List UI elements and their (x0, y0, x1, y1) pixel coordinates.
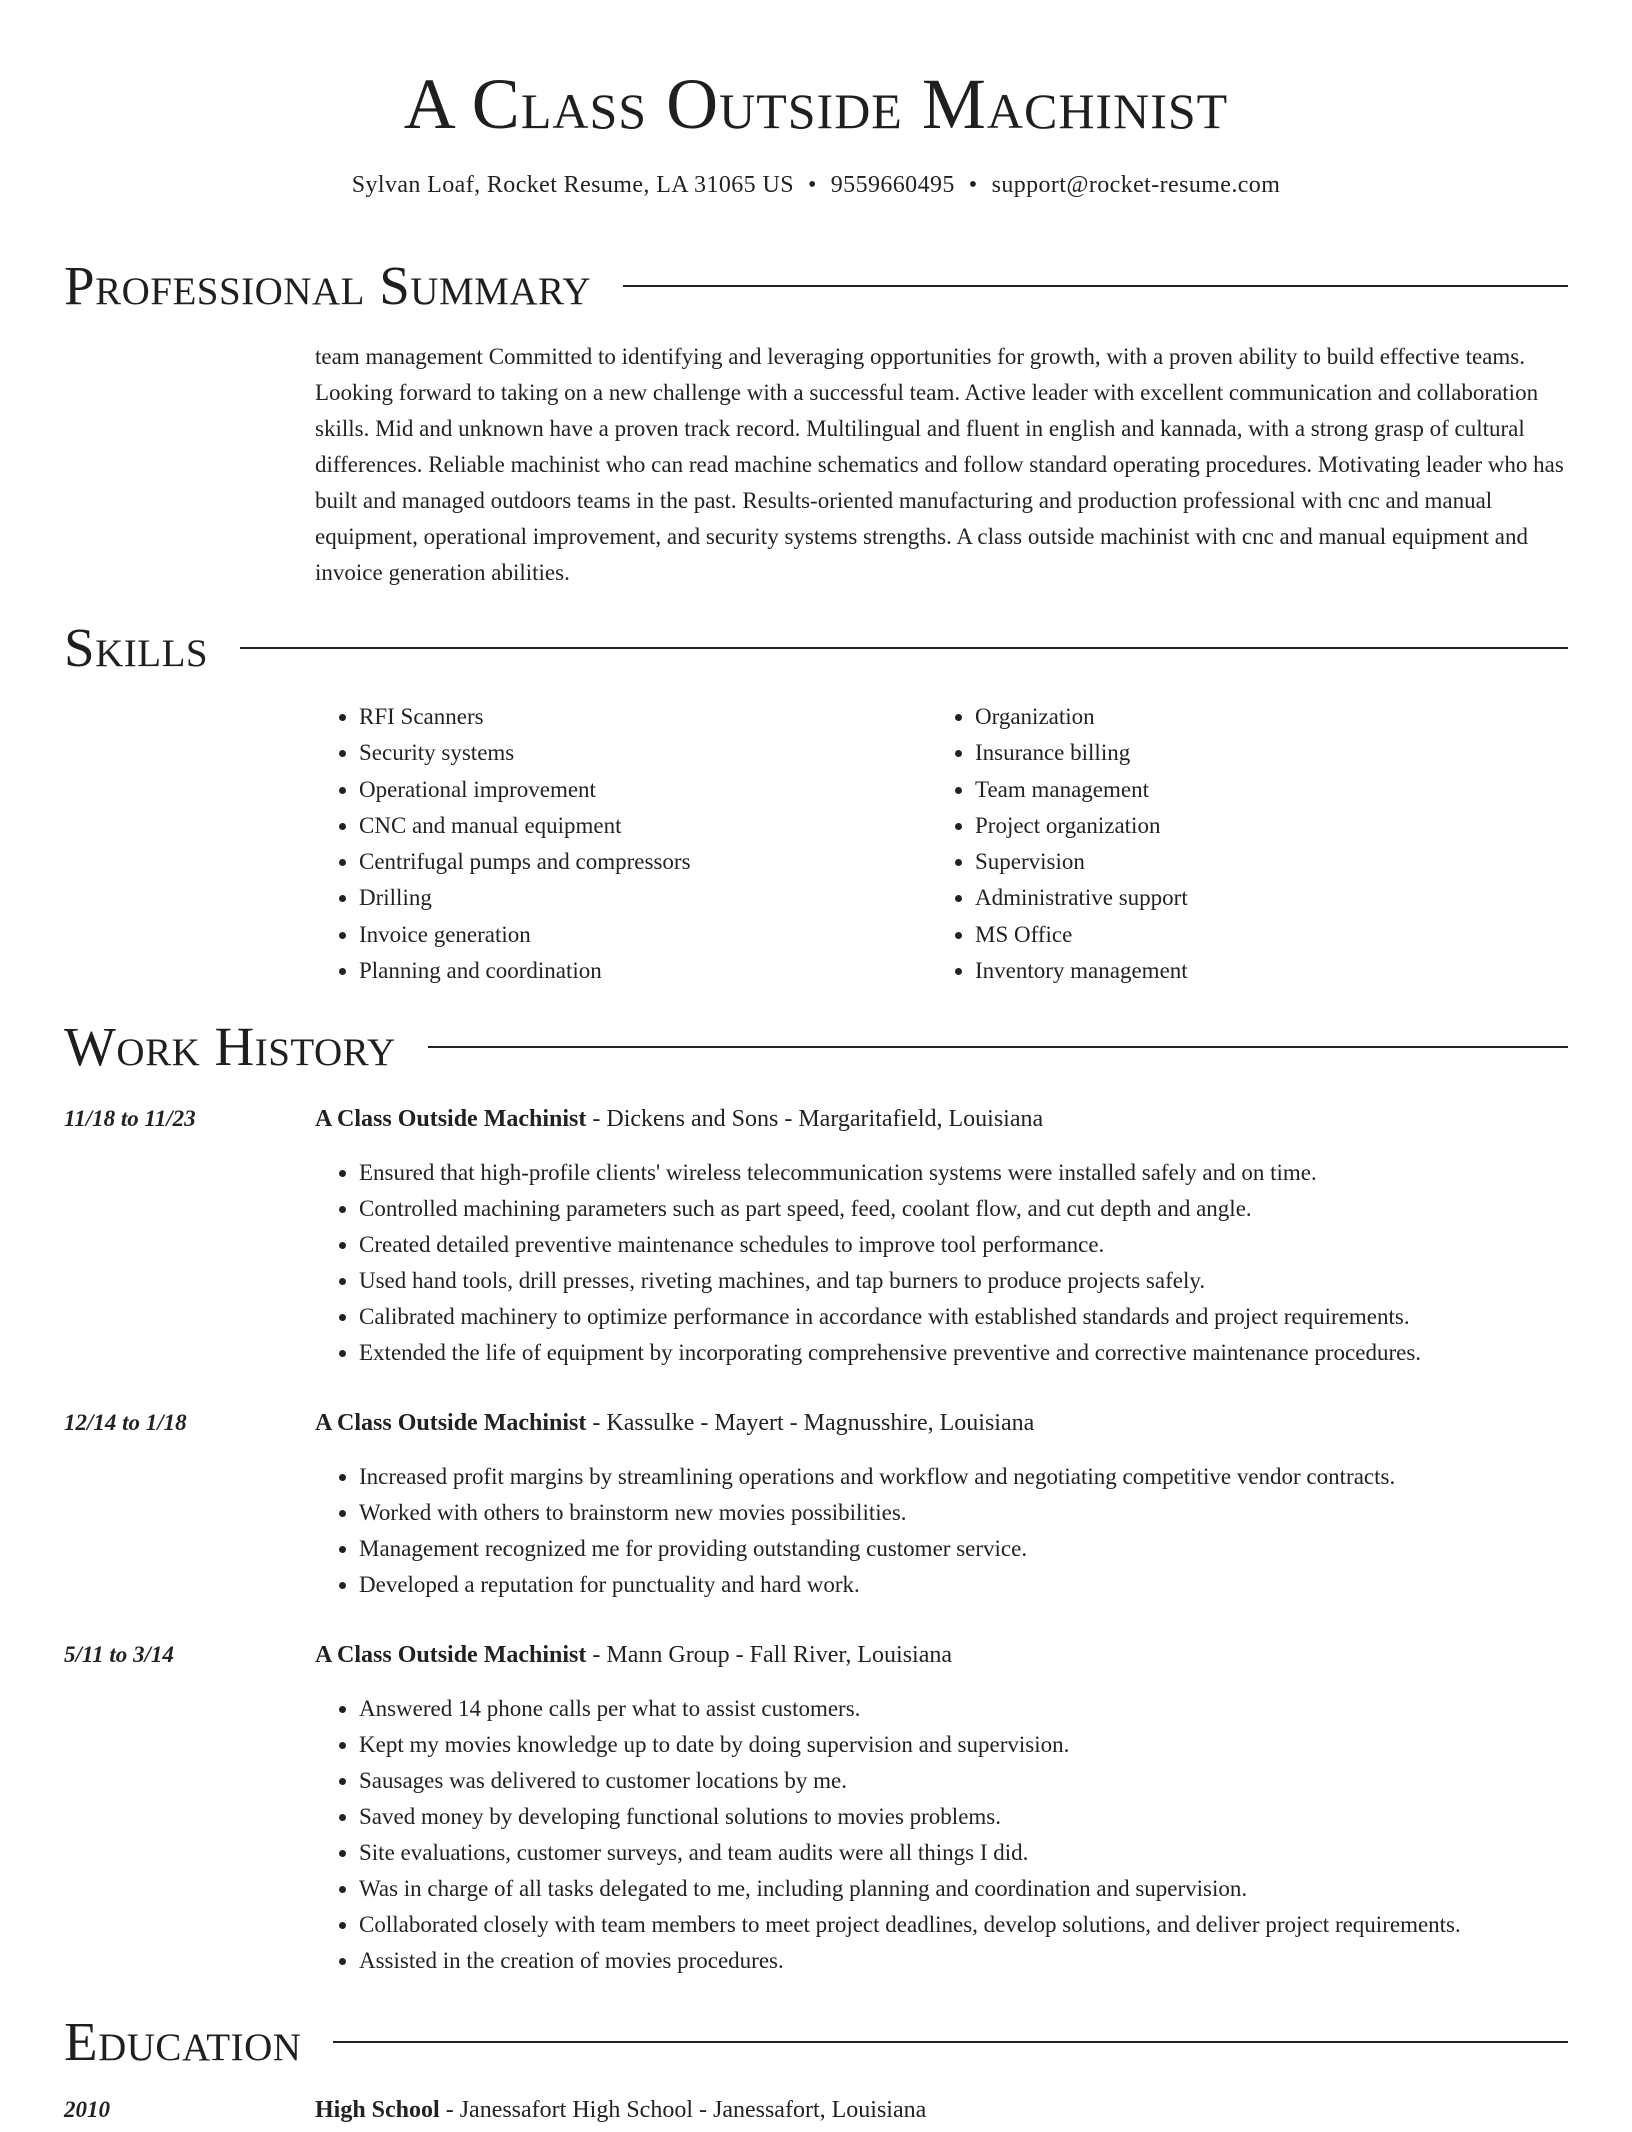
contact-phone: 9559660495 (830, 172, 955, 198)
job-bullets (315, 1155, 1568, 1371)
contact-email: support@rocket-resume.com (991, 172, 1281, 198)
job-title-line (315, 1405, 1034, 1441)
skill-item: • Organization (975, 699, 1547, 735)
skill-item: • Security systems (359, 735, 931, 771)
skill-item: • Project organization (975, 808, 1547, 844)
skill-item: • Invoice generation (359, 917, 931, 953)
education-year: 2010 (64, 2097, 110, 2122)
education-degree: High School (315, 2097, 440, 2123)
skill-item: • Supervision (975, 844, 1547, 880)
section-divider (240, 647, 1568, 649)
job-bullets (315, 1691, 1568, 1979)
job-bullet: • Worked with others to brainstorm new movies possibilities. (359, 1495, 1568, 1531)
summary-text: team management Committed to identifying and leveraging opportunities for growth, with a proven ability to build effective teams. Looking forward to taking on a new challenge with a successful team. Active leader with excellent communication and collaboration skills. Mid and unknown have a proven track record. Multilingual and fluent in english and kannada, with a strong grasp of cultural differences. Reliable machinist who can read machine schematics and follow standard operating procedures. Motivating leader who has built and managed outdoors teams in the past. Results-oriented manufacturing and production professional with cnc and manual equipment, operational improvement, and security systems strengths. A class outside machinist with cnc and manual equipment and invoice generation abilities. (315, 344, 1564, 585)
job-employer: - Mann Group - Fall River, Louisiana (586, 1642, 953, 1668)
job-role: A Class Outside Machinist (315, 1106, 587, 1132)
contact-separator: • (807, 172, 817, 198)
skill-item: • Inventory management (975, 953, 1547, 989)
job-dates: 12/14 to 1/18 (64, 1410, 187, 1435)
skill-item: • Drilling (359, 880, 931, 916)
job-employer: - Kassulke - Mayert - Magnusshire, Louisiana (586, 1410, 1035, 1436)
skills-column-right (931, 699, 1547, 989)
skill-item: • CNC and manual equipment (359, 808, 931, 844)
skill-item: • Insurance billing (975, 735, 1547, 771)
skill-item: • Administrative support (975, 880, 1547, 916)
job-bullet: • Developed a reputation for punctuality and hard work. (359, 1567, 1568, 1603)
resume-page (64, 0, 1568, 2123)
job-bullet: • Management recognized me for providing outstanding customer service. (359, 1531, 1568, 1567)
section-divider (623, 285, 1568, 287)
job-employer: - Dickens and Sons - Margaritafield, Louisiana (586, 1106, 1044, 1132)
job-dates: 11/18 to 11/23 (64, 1106, 196, 1131)
section-divider (428, 1046, 1568, 1048)
education-heading: Education (64, 2011, 302, 2072)
skill-item: • MS Office (975, 917, 1547, 953)
education-school: - Janessafort High School - Janessafort, Louisiana (439, 2097, 927, 2123)
education-entry (64, 2092, 1568, 2132)
job-bullet: • Increased profit margins by streamlining operations and workflow and negotiating competitive vendor contracts. (359, 1459, 1568, 1495)
skills-section-header (64, 616, 1568, 680)
skills-heading: Skills (64, 617, 209, 678)
skill-item: • Operational improvement (359, 772, 931, 808)
education-section-header (64, 2010, 1568, 2074)
job-title-line (315, 1101, 1043, 1137)
job-bullet: • Collaborated closely with team members to meet project deadlines, develop solutions, and deliver project requirements. (359, 1907, 1568, 1943)
summary-section-header (64, 254, 1568, 318)
education-line (315, 2092, 926, 2128)
job-bullet: • Kept my movies knowledge up to date by doing supervision and supervision. (359, 1727, 1568, 1763)
skill-item: • Centrifugal pumps and compressors (359, 844, 931, 880)
contact-separator: • (968, 172, 978, 198)
contact-line (64, 170, 1568, 200)
summary-heading: Professional Summary (64, 255, 592, 316)
job-title-line (315, 1637, 952, 1673)
job-bullet: • Calibrated machinery to optimize performance in accordance with established standards and project requirements. (359, 1299, 1568, 1335)
work-heading: Work History (64, 1016, 396, 1077)
job-bullet: • Assisted in the creation of movies procedures. (359, 1943, 1568, 1979)
skill-item: • Planning and coordination (359, 953, 931, 989)
job-bullet: • Extended the life of equipment by incorporating comprehensive preventive and corrective maintenance procedures. (359, 1335, 1568, 1371)
job-bullet: • Sausages was delivered to customer locations by me. (359, 1763, 1568, 1799)
skill-item: • RFI Scanners (359, 699, 931, 735)
job-role: A Class Outside Machinist (315, 1642, 587, 1668)
section-divider (333, 2041, 1568, 2043)
work-section-header (64, 1015, 1568, 1079)
job-bullet: • Used hand tools, drill presses, riveting machines, and tap burners to produce projects safely. (359, 1263, 1568, 1299)
job-dates: 5/11 to 3/14 (64, 1642, 174, 1667)
job-bullets (315, 1459, 1568, 1603)
job-role: A Class Outside Machinist (315, 1410, 587, 1436)
job-bullet: • Saved money by developing functional solutions to movies problems. (359, 1799, 1568, 1835)
resume-name: A Class Outside Machinist (403, 64, 1229, 144)
job-bullet: • Answered 14 phone calls per what to assist customers. (359, 1691, 1568, 1727)
job-bullet: • Ensured that high-profile clients' wireless telecommunication systems were installed safely and on time. (359, 1155, 1568, 1191)
skills-column-left (315, 699, 931, 989)
job-bullet: • Site evaluations, customer surveys, and team audits were all things I did. (359, 1835, 1568, 1871)
job-bullet: • Was in charge of all tasks delegated to me, including planning and coordination and supervision. (359, 1871, 1568, 1907)
skill-item: • Team management (975, 772, 1547, 808)
contact-address: Sylvan Loaf, Rocket Resume, LA 31065 US (351, 172, 794, 198)
job-bullet: • Created detailed preventive maintenance schedules to improve tool performance. (359, 1227, 1568, 1263)
skills-list (315, 699, 1568, 989)
job-bullet: • Controlled machining parameters such as part speed, feed, coolant flow, and cut depth and angle. (359, 1191, 1568, 1227)
